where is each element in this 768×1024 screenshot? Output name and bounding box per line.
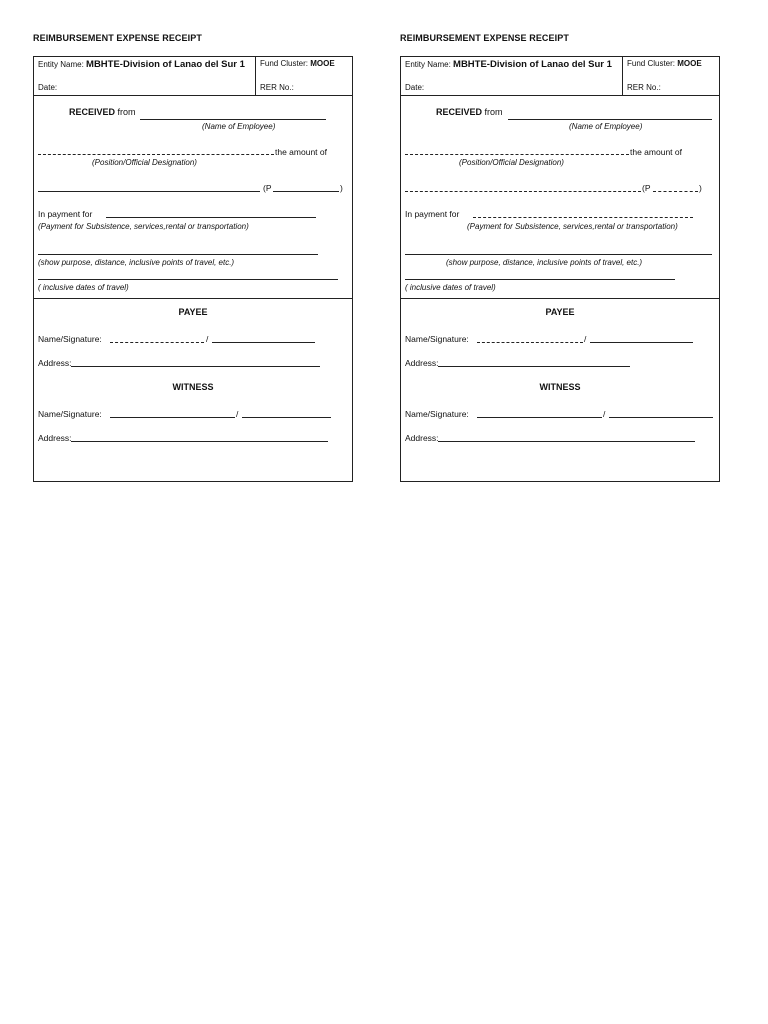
peso-amount-line[interactable] [653,191,698,192]
payee-heading: PAYEE [178,307,208,317]
position-hint: (Position/Official Designation) [459,158,564,167]
witness-heading: WITNESS [539,382,581,392]
travel-dates-hint: ( inclusive dates of travel) [38,283,129,292]
witness-signature-line[interactable] [609,417,713,418]
payment-for-line[interactable] [473,217,693,218]
payee-slash: / [206,334,209,344]
name-of-employee-hint: (Name of Employee) [202,122,276,131]
witness-address-label: Address: [405,433,439,443]
entity-name-row [38,59,245,70]
receipt-left [33,33,355,482]
purpose-line[interactable] [405,254,712,255]
receipt-title: REIMBURSEMENT EXPENSE RECEIPT [33,33,202,43]
witness-slash: / [236,409,239,419]
position-line[interactable] [405,154,629,155]
employee-name-line[interactable] [140,119,326,120]
witness-name-line[interactable] [110,417,235,418]
fund-cluster-value: MOOE [677,59,702,68]
name-of-employee-hint: (Name of Employee) [569,122,643,131]
entity-name-label: Entity Name: [405,60,451,69]
travel-dates-hint: ( inclusive dates of travel) [405,283,496,292]
position-line[interactable] [38,154,274,155]
from-label: from [484,107,503,117]
payee-heading: PAYEE [545,307,575,317]
travel-dates-line[interactable] [405,279,675,280]
purpose-line[interactable] [38,254,318,255]
receipt-form [33,56,353,482]
amount-of-text: the amount of [630,147,682,157]
travel-dates-line[interactable] [38,279,338,280]
witness-address-line[interactable] [71,441,328,442]
received-from-row [69,107,136,117]
from-label: from [117,107,136,117]
fund-cluster-label: Fund Cluster: [627,59,676,68]
amount-words-line[interactable] [38,191,260,192]
payee-name-line[interactable] [477,342,583,343]
receipt-header [34,57,352,96]
receipt-right [400,33,722,482]
receipt-form [400,56,720,482]
rer-no-label: RER No.: [260,83,294,92]
date-label: Date: [38,83,58,92]
employee-name-line[interactable] [508,119,712,120]
peso-close: ) [340,183,343,193]
peso-amount-line[interactable] [273,191,339,192]
witness-heading: WITNESS [172,382,214,392]
entity-name-value: MBHTE-Division of Lanao del Sur 1 [86,59,245,70]
fund-cluster-value: MOOE [310,59,335,68]
fund-cluster-label: Fund Cluster: [260,59,309,68]
date-label: Date: [405,83,425,92]
purpose-hint: (show purpose, distance, inclusive points of travel, etc.) [38,258,235,267]
payee-name-signature-label: Name/Signature: [38,334,102,344]
payee-slash: / [584,334,587,344]
witness-address-label: Address: [38,433,72,443]
payee-address-label: Address: [405,358,439,368]
payee-separator [34,298,352,299]
witness-signature-line[interactable] [242,417,331,418]
received-label: RECEIVED [436,107,483,117]
witness-name-signature-label: Name/Signature: [405,409,469,419]
entity-name-value: MBHTE-Division of Lanao del Sur 1 [453,59,612,70]
witness-address-line[interactable] [438,441,695,442]
witness-name-line[interactable] [477,417,602,418]
rer-no-label: RER No.: [627,83,661,92]
payment-for-hint: (Payment for Subsistence, services,rental or transportation) [38,222,249,231]
entity-name-label: Entity Name: [38,60,84,69]
received-label: RECEIVED [69,107,116,117]
amount-of-text: the amount of [275,147,327,157]
payee-signature-line[interactable] [212,342,315,343]
payee-signature-line[interactable] [590,342,693,343]
payee-separator [401,298,719,299]
position-hint: (Position/Official Designation) [92,158,197,167]
entity-name-row [405,59,612,70]
receipt-header [401,57,719,96]
peso-open: (P [642,183,651,193]
payee-address-line[interactable] [438,366,630,367]
witness-name-signature-label: Name/Signature: [38,409,102,419]
peso-open: (P [263,183,272,193]
fund-cluster-row [627,59,702,68]
receipt-title: REIMBURSEMENT EXPENSE RECEIPT [400,33,569,43]
payee-address-label: Address: [38,358,72,368]
purpose-hint: (show purpose, distance, inclusive points of travel, etc.) [446,258,643,267]
payment-for-hint: (Payment for Subsistence, services,rental or transportation) [467,222,678,231]
received-from-row [436,107,503,117]
payment-for-line[interactable] [106,217,316,218]
fund-cluster-row [260,59,335,68]
payee-address-line[interactable] [71,366,320,367]
payment-for-label: In payment for [405,209,460,219]
payee-name-signature-label: Name/Signature: [405,334,469,344]
amount-words-line[interactable] [405,191,641,192]
payee-name-line[interactable] [110,342,204,343]
witness-slash: / [603,409,606,419]
peso-close: ) [699,183,702,193]
payment-for-label: In payment for [38,209,93,219]
